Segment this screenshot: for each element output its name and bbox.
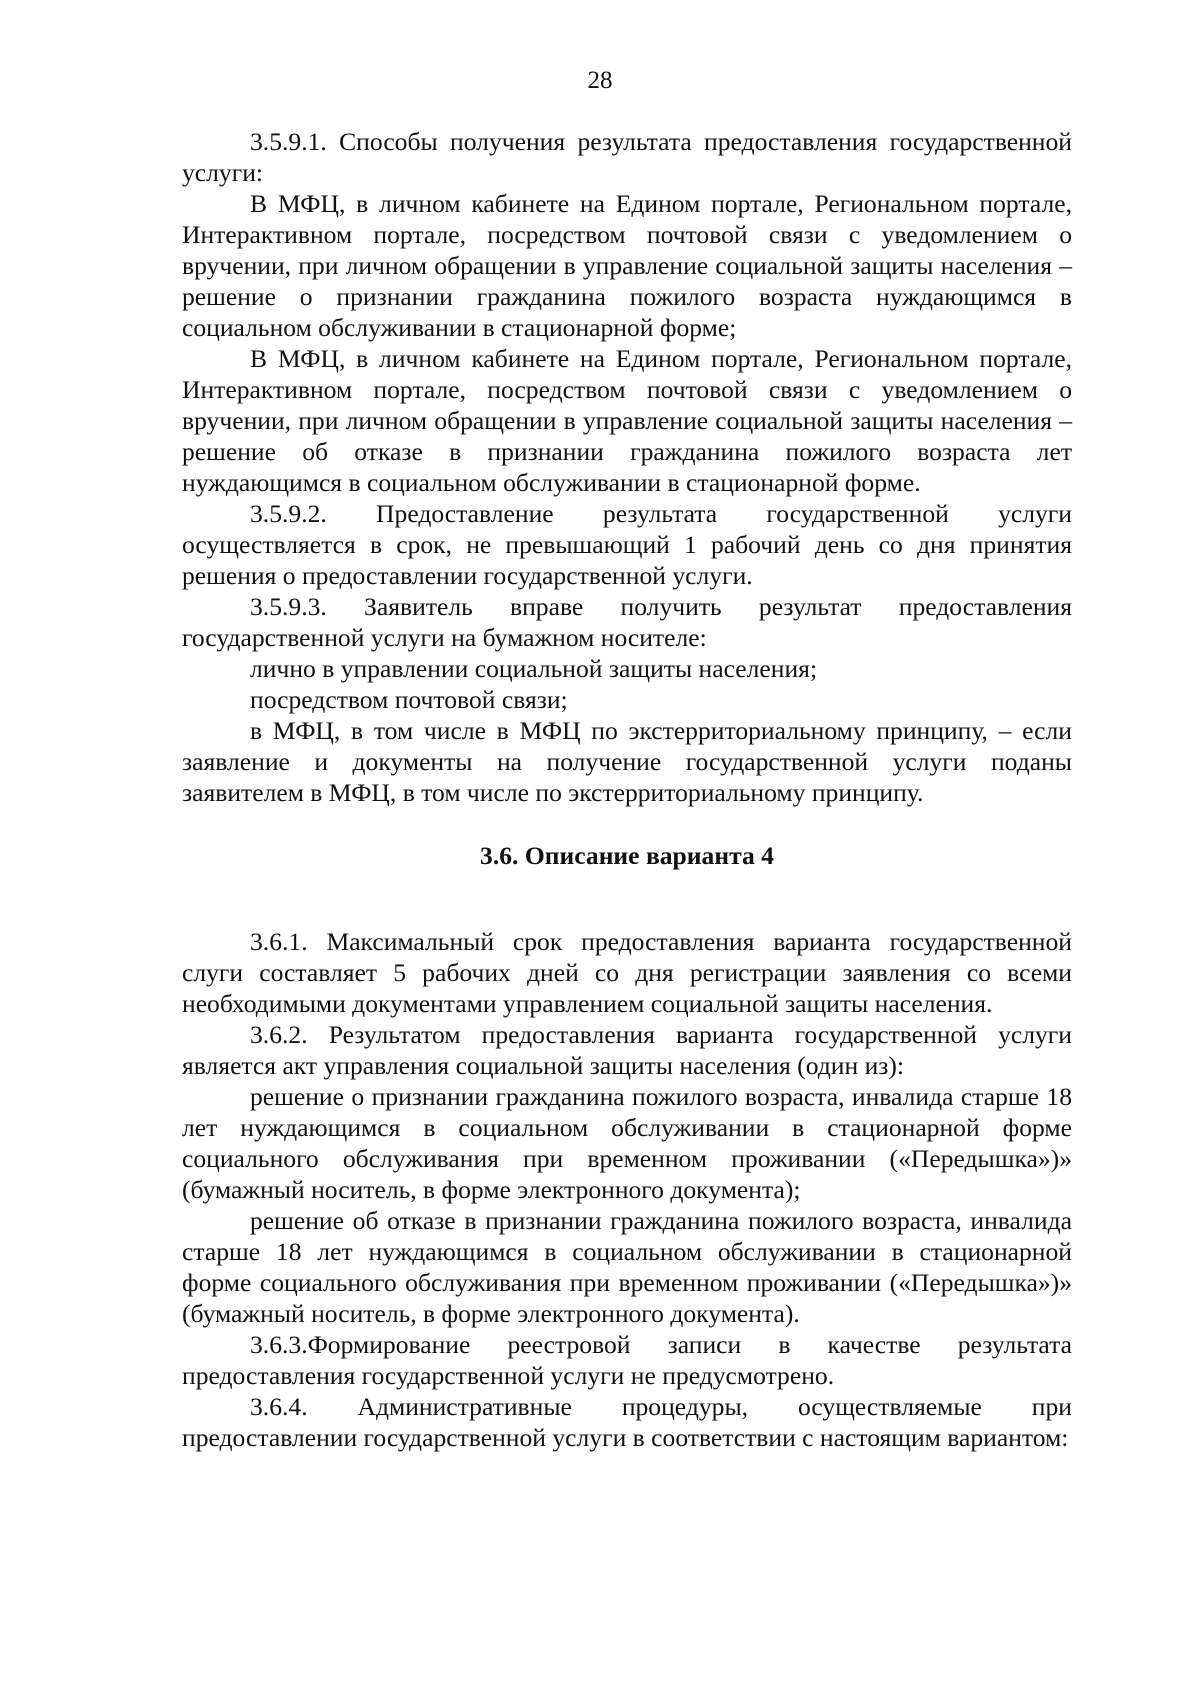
- document-body: [182, 126, 1072, 1453]
- heading-spacer: [182, 871, 1072, 926]
- list-item-by-post: посредством почтовой связи;: [250, 685, 568, 714]
- page-number: 28: [587, 67, 613, 94]
- paragraph-3-5-9-2: 3.5.9.2. Предоставление результата государственной услуги осуществляется в срок, не превышающий 1 рабочий день со дня принятия решения о предоставлении государственной услуги.: [182, 499, 1072, 590]
- paragraph-positive-decision-channels: В МФЦ, в личном кабинете на Едином портале, Региональном портале, Интерактивном портале, посредством почтовой связи с уведомлением о вручении, при личном обращении в управление социальной защиты населения – решение о признании гражданина пожилого возраста нуждающимся в социальном обслуживании в стационарной форме;: [182, 189, 1072, 342]
- list-item-refusal-decision: решение об отказе в признании гражданина пожилого возраста, инвалида старше 18 лет нуждающимся в социальном обслуживании в стационарной форме социального обслуживания при временном проживании («Передышка»)» (бумажный носитель, в форме электронного документа).: [182, 1206, 1072, 1328]
- list-item-positive-decision: решение о признании гражданина пожилого возраста, инвалида старше 18 лет нуждающимся в социальном обслуживании в стационарной форме социального обслуживания при временном проживании («Передышка»)» (бумажный носитель, в форме электронного документа);: [182, 1082, 1072, 1204]
- list-item-in-person: лично в управлении социальной защиты населения;: [250, 654, 818, 683]
- paragraph-3-5-9-1: 3.5.9.1. Способы получения результата предоставления государственной услуги:: [182, 127, 1072, 187]
- list-item-mfc: в МФЦ, в том числе в МФЦ по экстерриториальному принципу, – если заявление и документы на получение государственной услуги поданы заявителем в МФЦ, в том числе по экстерриториальному принципу.: [182, 716, 1072, 807]
- paragraph-3-5-9-3: 3.5.9.3. Заявитель вправе получить результат предоставления государственной услуги на бумажном носителе:: [182, 592, 1072, 652]
- paragraph-refusal-decision-channels: В МФЦ, в личном кабинете на Едином портале, Региональном портале, Интерактивном портале, посредством почтовой связи с уведомлением о вручении, при личном обращении в управление социальной защиты населения – решение об отказе в признании гражданина пожилого возраста лет нуждающимся в социальном обслуживании в стационарной форме.: [182, 344, 1072, 497]
- paragraph-3-6-4: 3.6.4. Административные процедуры, осуществляемые при предоставлении государственной услуги в соответствии с настоящим вариантом:: [182, 1392, 1072, 1452]
- paragraph-3-6-1: 3.6.1. Максимальный срок предоставления варианта государственной слуги составляет 5 рабочих дней со дня регистрации заявления со всеми необходимыми документами управлением социальной защиты населения.: [182, 927, 1072, 1018]
- section-heading: 3.6. Описание варианта 4: [480, 841, 774, 870]
- paragraph-3-6-2: 3.6.2. Результатом предоставления варианта государственной услуги является акт управления социальной защиты населения (один из):: [182, 1020, 1072, 1080]
- paragraph-3-6-3: 3.6.3.Формирование реестровой записи в качестве результата предоставления государственной услуги не предусмотрено.: [182, 1330, 1072, 1390]
